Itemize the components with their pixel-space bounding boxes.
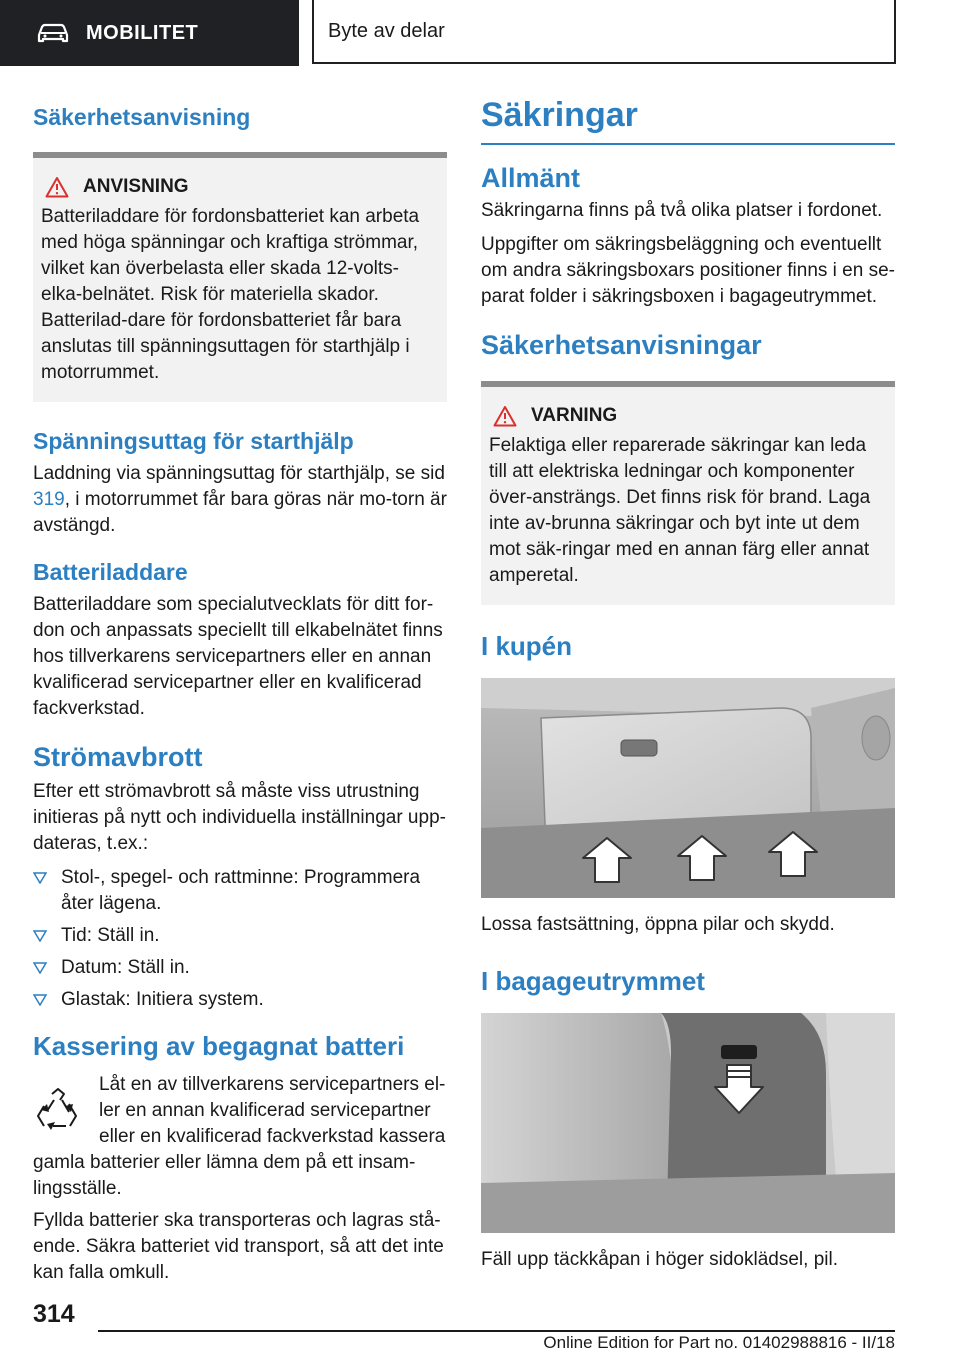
warning-label: VARNING [531, 405, 618, 426]
glovebox-illustration [481, 678, 895, 898]
right-column [481, 96, 895, 1273]
list-item: Tid: Ställ in. [33, 923, 447, 949]
title-rule [481, 143, 895, 145]
car-icon [36, 22, 70, 44]
chapter-box [312, 0, 896, 64]
chapter-label: Byte av delar [328, 19, 445, 42]
notice-text: Batteriladdare för fordonsbatteriet kan arbeta med höga spänningar och kraftiga strömmar, vilket kan överbelasta eller skada 12-volts-elka-belnätet. Risk för materiella skador. Batterilad-dare för fordonsbatteriet får bara anslutas till spänningsuttagen för starthjälp i motorrummet. [41, 206, 420, 383]
footer-rule [98, 1330, 895, 1332]
cabin-photo [481, 678, 895, 898]
general-text-2: Uppgifter om säkringsbeläggning och eventuellt om andra säkringsboxars positioner finns i en se-parat folder i säkringsboxen i bagageutrymmet. [481, 234, 895, 307]
general-text-1: Säkringarna finns på två olika platser i fordonet. [481, 200, 883, 221]
list-item: Stol-, spegel- och rattminne: Programmera åter lägena. [33, 865, 447, 917]
page-header [0, 0, 960, 66]
jump-text-part1: Laddning via spänningsuttag för starthjälp, se sid [33, 463, 445, 484]
warning-header [489, 405, 887, 427]
notice-label: ANVISNING [83, 176, 189, 197]
heading-battery-charger: Batteriladdare [33, 559, 188, 585]
heading-fuses: Säkringar [481, 96, 638, 134]
list-item: Datum: Ställ in. [33, 955, 447, 981]
page-number: 314 [33, 1300, 75, 1328]
heading-safety-notices: Säkerhetsanvisningar [481, 330, 762, 360]
triangle-bullet-icon [33, 962, 47, 974]
heading-jump-start-socket: Spänningsuttag för starthjälp [33, 428, 354, 454]
charger-text: Batteriladdare som specialutvecklats för ditt for-don och anpassats speciellt till elkabelnätet finns hos tillverkarens servicepartners eller en annan kvalificerad servicepartner eller en kvalificerad fackverkstad. [33, 594, 443, 719]
power-failure-text: Efter ett strömavbrott så måste viss utrustning initieras på nytt och individuella inställningar upp-dateras, t.ex.: [33, 781, 446, 854]
trunk-caption: Fäll upp täckkåpan i höger sidoklädsel, pil. [481, 1249, 838, 1270]
triangle-bullet-icon [33, 930, 47, 942]
section-label: MOBILITET [86, 21, 199, 44]
triangle-bullet-icon [33, 994, 47, 1006]
notice-box [33, 152, 447, 402]
triangle-bullet-icon [33, 872, 47, 884]
page-link-319[interactable]: 319 [33, 489, 65, 510]
heading-general: Allmänt [481, 163, 581, 193]
list-item: Glastak: Initiera system. [33, 987, 447, 1013]
disposal-block [33, 1072, 447, 1150]
left-column [33, 96, 447, 1286]
jump-start-text [33, 461, 447, 539]
heading-trunk: I bagageutrymmet [481, 966, 705, 996]
notice-header [41, 176, 439, 198]
jump-text-part2: , i motorrummet får bara göras när mo-torn är avstängd. [33, 489, 447, 536]
disposal-text-2: gamla batterier eller lämna dem på ett insam-lingsställe. [33, 1152, 416, 1199]
warning-text: Felaktiga eller reparerade säkringar kan leda till att elektriska ledningar och komponenter över-ansträngs. Det finns risk för brand. Laga inte av-brunna säkringar och byt inte ut dem mot säk-ringar med en annan färg eller annat amperetal. [489, 435, 871, 586]
trunk-illustration [481, 1013, 895, 1233]
recycle-icon [33, 1086, 83, 1136]
disposal-text-1: Låt en av tillverkarens servicepartners el-ler en annan kvalificerad servicepartner eller en kvalificerad fackverkstad kassera [99, 1074, 446, 1147]
disposal-text-3: Fyllda batterier ska transporteras och lagras stå-ende. Säkra batteriet vid transport, så att det inte kan falla omkull. [33, 1210, 444, 1283]
heading-cabin: I kupén [481, 631, 573, 661]
warning-box [481, 381, 895, 605]
edition-text: Online Edition for Part no. 01402988816 - II/18 [543, 1333, 895, 1352]
warning-triangle-icon [45, 176, 69, 198]
section-tab [0, 0, 299, 66]
trunk-photo [481, 1013, 895, 1233]
power-failure-list [33, 865, 447, 1013]
cabin-caption: Lossa fastsättning, öppna pilar och skydd. [481, 914, 835, 935]
heading-power-failure: Strömavbrott [33, 742, 203, 772]
warning-triangle-icon [493, 405, 517, 427]
heading-battery-disposal: Kassering av begagnat batteri [33, 1031, 405, 1061]
heading-safety-notice: Säkerhetsanvisning [33, 104, 251, 130]
